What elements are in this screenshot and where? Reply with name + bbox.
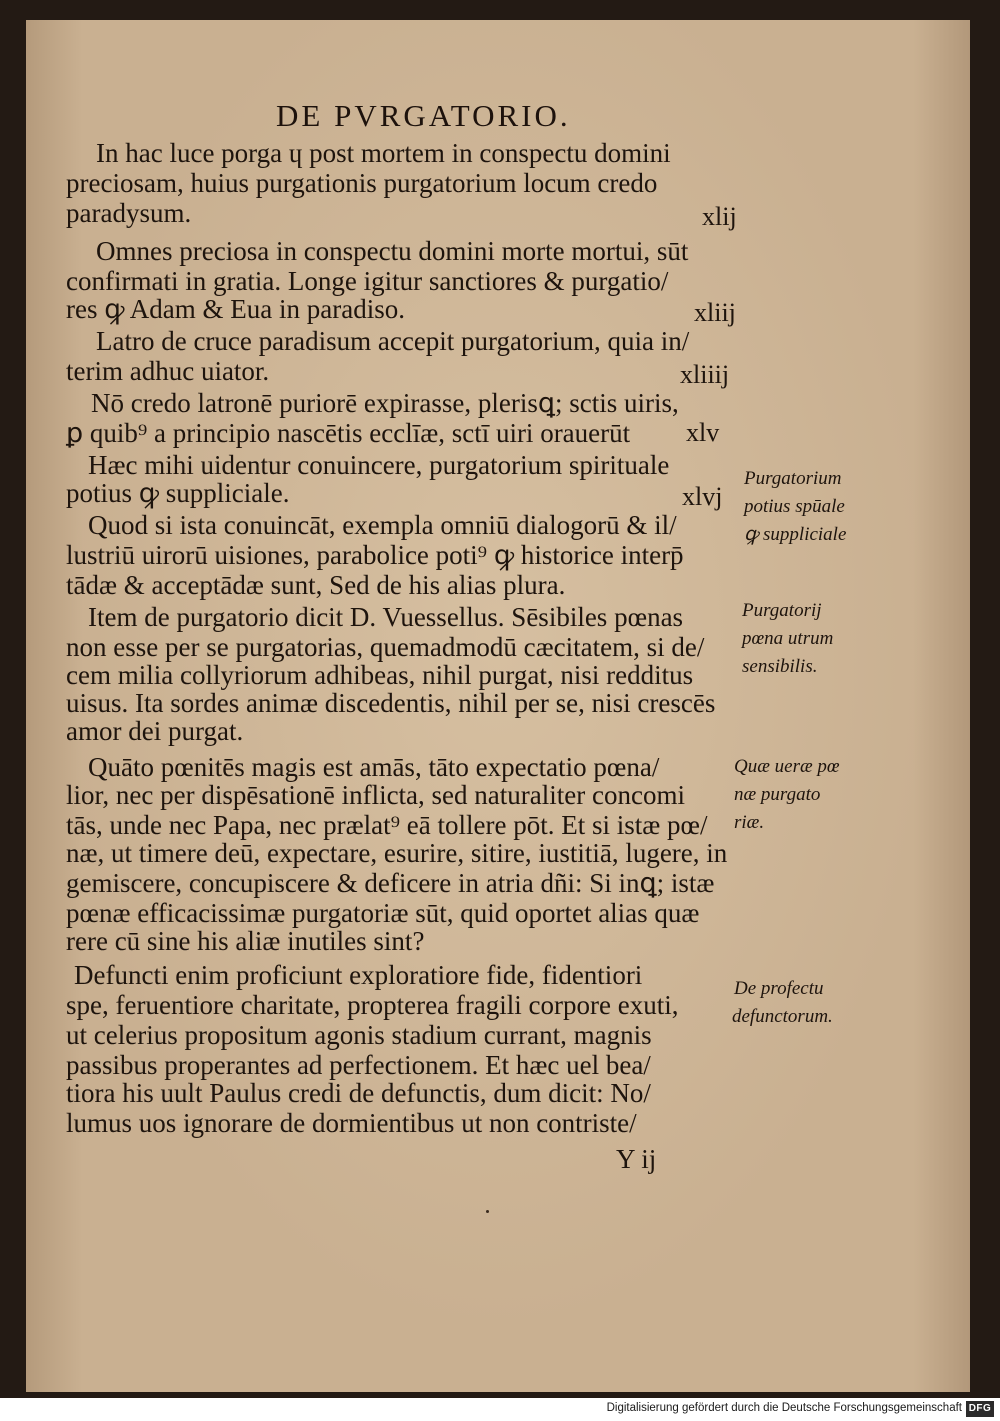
book-page xyxy=(26,20,970,1392)
body-line: Nō credo latronē puriorē expirasse, plerisꝗ; sctis uiris, xyxy=(91,388,679,418)
body-line: Defuncti enim proficiunt exploratiore fide, fidentiori xyxy=(74,960,643,990)
body-line: terim adhuc uiator. xyxy=(66,356,270,386)
body-line: tādæ & acceptādæ sunt, Sed de his alias plura. xyxy=(66,570,566,600)
marginal-note-line: Purgatorij xyxy=(742,600,822,621)
body-line: cem milia collyriorum adhibeas, nihil purgat, nisi redditus xyxy=(66,660,694,690)
body-line: preciosam, huius purgationis purgatorium locum credo xyxy=(66,168,658,198)
body-line: tiora his uult Paulus credi de defunctis, dum dicit: No/ xyxy=(66,1078,651,1108)
marginal-note-line: pœna utrum xyxy=(742,628,834,649)
body-line: passibus properantes ad perfectionem. Et hæc uel bea/ xyxy=(66,1050,651,1080)
body-line: ut celerius propositum agonis stadium currant, magnis xyxy=(66,1020,652,1050)
marginal-note-line: Purgatorium xyxy=(744,468,842,489)
body-line: amor dei purgat. xyxy=(66,716,244,746)
body-line: potius ꝙ suppliciale. xyxy=(66,478,290,508)
dfg-logo: DFG xyxy=(966,1401,994,1417)
body-line: Quod si ista conuincāt, exempla omniū dialogorū & il/ xyxy=(88,510,677,540)
funding-credit: Digitalisierung gefördert durch die Deutsche Forschungsgemeinschaft xyxy=(606,1402,962,1414)
digitization-footer xyxy=(0,1398,1000,1421)
body-line: paradysum. xyxy=(66,198,192,228)
running-head: DE PVRGATORIO. xyxy=(276,98,571,133)
body-line: spe, feruentiore charitate, propterea fragili corpore exuti, xyxy=(66,990,679,1020)
article-number: xlvj xyxy=(682,482,723,511)
body-line: res ꝙ Adam & Eua in paradiso. xyxy=(66,294,405,324)
body-line: ꝑ quib⁹ a principio nascētis ecclīæ, sctī uiri orauerūt xyxy=(66,418,631,448)
article-number: xlij xyxy=(702,202,737,231)
body-line: lumus uos ignorare de dormientibus ut non contriste/ xyxy=(66,1108,637,1138)
article-number: xliiij xyxy=(680,360,730,389)
body-line: Latro de cruce paradisum accepit purgatorium, quia in/ xyxy=(96,326,690,356)
article-number: xliij xyxy=(694,298,736,327)
marginal-note-line: Quæ ueræ pœ xyxy=(734,756,840,777)
body-line: uisus. Ita sordes animæ discedentis, nihil per se, nisi crescēs xyxy=(66,688,716,718)
body-line: lior, nec per dispēsationē inflicta, sed naturaliter concomi xyxy=(66,780,685,810)
body-line: pœnæ efficacissimæ purgatoriæ sūt, quid oportet alias quæ xyxy=(66,898,700,928)
body-line: Quāto pœnitēs magis est amās, tāto expectatio pœna/ xyxy=(88,752,660,782)
body-line: confirmati in gratia. Longe igitur sanctiores & purgatio/ xyxy=(66,266,669,296)
marginal-note-line: De profectu xyxy=(734,978,824,999)
article-number: xlv xyxy=(686,418,720,447)
paper-speck xyxy=(486,1210,489,1213)
marginal-note-line: defunctorum. xyxy=(732,1006,833,1027)
body-line: non esse per se purgatorias, quemadmodū cæcitatem, si de/ xyxy=(66,632,705,662)
marginal-note-line: ꝙ suppliciale xyxy=(744,524,847,545)
signature-mark: Y ij xyxy=(616,1144,657,1174)
body-line: Item de purgatorio dicit D. Vuessellus. Sēsibiles pœnas xyxy=(88,602,684,632)
body-line: Hæc mihi uidentur conuincere, purgatorium spirituale xyxy=(88,450,670,480)
marginal-note-line: næ purgato xyxy=(734,784,821,805)
marginal-note-line: sensibilis. xyxy=(742,656,818,677)
body-line: Omnes preciosa in conspectu domini morte mortui, sūt xyxy=(96,236,689,266)
body-line: tās, unde nec Papa, nec prælat⁹ eā tollere pōt. Et si istæ pœ/ xyxy=(66,810,708,840)
body-line: næ, ut timere deū, expectare, esurire, sitire, iustitiā, lugere, in xyxy=(66,838,728,868)
body-line: In hac luce porga ɥ post mortem in conspectu domini xyxy=(96,138,671,168)
body-line: gemiscere, concupiscere & deficere in atria dñi: Si inꝗ; istæ xyxy=(66,868,715,898)
marginal-note-line: riæ. xyxy=(734,812,765,833)
marginal-note-line: potius spūale xyxy=(744,496,845,517)
body-line: lustriū uirorū uisiones, parabolice poti⁹ ꝙ historice interp̄ xyxy=(66,540,684,570)
body-line: rere cū sine his aliæ inutiles sint? xyxy=(66,926,425,956)
